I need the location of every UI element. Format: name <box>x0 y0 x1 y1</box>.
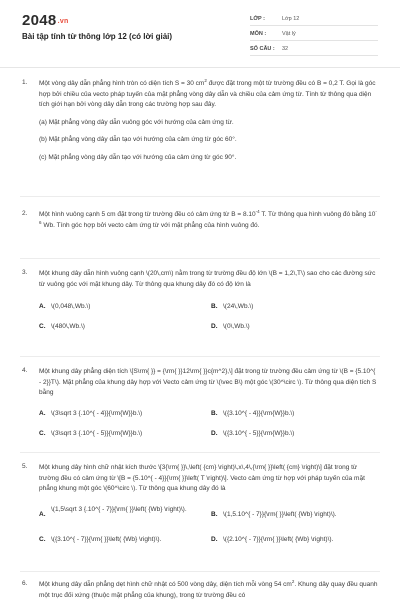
divider <box>20 196 380 197</box>
question-list <box>0 68 400 600</box>
question-text: Một khung dây phẳng diện tích \[S\rm{ }} = {\rm{ }}12\rm{ }}c{m^2},\] đặt trong từ trường đều cảm ứng từ \(B = {5.10^{ - 2}}T\). Mặt phẳng của khung dây hợp với Vecto cảm ứng từ \(\vec B\) một góc \(30^\circ \). Từ thông qua diện tích S bằng <box>39 368 377 396</box>
divider <box>20 258 380 259</box>
question-4: 4. Một khung dây phẳng diện tích \[S\rm{ }} = {\rm{ }}12\rm{ }}c{m^2},\] đặt trong từ trường đều cảm ứng từ \(B = {5.10^{ - 2}}T\). Mặt phẳng của khung dây hợp với Vecto cảm ứng từ \(\vec B\) một góc \(30^\circ \). Từ thông qua diện tích S bằng A. \(3\sqrt 3 {.10^{ - 4}}{\rm{W}}b.\) B. \({3.10^{ - 4}}{\rm{W}}b.\) C. \(3\sqrt 3 {.10^{ - 5}}{\rm{W}}b.\) D. \({3.10^{ - 5}}{\rm{W}}b.\) <box>20 367 380 457</box>
question-5: 5. Một khung dây hình chữ nhật kích thước \[3{\rm{ }}\,\left( {cm} \right)\,x\,4\,{\rm{ }}\left( {cm} \right)\] đặt trong từ trường đều có cảm ứng từ \[B = {5.10^{ - 4}}{\rm{ }}\left( T \right)\]. Vecto cảm ứng từ hợp với pháp tuyến của mặt phẳng khung một góc \(60^\circ \). Từ thông qua khung dây đó là A. \(1,5\sqrt 3 {.10^{ - 7}}{\rm{ }}\left( {Wb} \right)\). B. \(1,5.10^{ - 7}}{\rm{ }}\left( {Wb} \right)\). C. \({3.10^{ - 7}}{\rm{ }}\left( {Wb} \right)\). D. \({2.10^{ - 7}}{\rm{ }}\left( {Wb} \right)\). <box>20 463 380 565</box>
sub-item-b: (b) Mặt phẳng vòng dây dẫn tạo với hướng của cảm ứng từ góc 60°. <box>39 136 237 143</box>
question-2: 2. Một hình vuông cạnh 5 cm đặt trong từ trường đều có cảm ứng từ $B = 8.10^{-4}$ T. Từ thông qua hình vuông đó bằng $10^{-6}$ Wb. Tính góc hợp bởi vecto cảm ứng từ với mặt phẳng của hình vuông đó. <box>20 210 380 231</box>
sub-item-c: (c) Mặt phẳng vòng dây dẫn tạo với hướng của cảm ứng từ góc 90°. <box>39 153 237 161</box>
answer-options: A. \(3\sqrt 3 {.10^{ - 4}}{\rm{W}}b.\) B. \({3.10^{ - 4}}{\rm{W}}b.\) C. \(3\sqrt 3 {.10^{ - 5}}{\rm{W}}b.\) D. \({3.10^{ - 5}}{\rm{W}}b.\) <box>39 409 295 437</box>
question-text: Một khung dây dẫn phẳng dẹt hình chữ nhật có 500 vòng dây, diện tích mỗi vòng 54 $cm^2$. Khung dây quay đều quanh một trục đối xứng (thuộc mặt phẳng của khung), trong từ trường đều có <box>39 579 378 599</box>
answer-options: A. \(0,048\,Wb.\) B. \(24\,Wb.\) C. \(480\,Wb.\) D. \(0\,Wb.\) <box>39 303 254 330</box>
divider <box>20 571 380 572</box>
meta-subject: MÔN : Vật lý <box>250 28 378 41</box>
question-1: 1. Một vòng dây dẫn phẳng hình tròn có diện tích S = 30 $cm^2$ được đặt trong một từ trường đều có B = 0,2 T. Gọi là góc hợp bởi chiều của vecto pháp tuyến của mặt phẳng vòng dây dẫn và chiều của cảm ứng từ. Tính từ thông qua diện tích giới hạn bởi vòng dây dẫn trong các trường hợp sau đây. (a) Mặt phẳng vòng dây dẫn vuông góc với hướng của cảm ứng từ. (b) Mặt phẳng vòng dây dẫn tạo với hướng của cảm ứng từ góc 60°. (c) Mặt phẳng vòng dây dẫn tạo với hướng của cảm ứng từ góc 90°. <box>20 79 380 163</box>
meta-class: LỚP : Lớp 12 <box>250 13 378 26</box>
page-header <box>0 0 400 68</box>
site-logo[interactable]: 2048.vn <box>22 12 69 29</box>
divider <box>20 452 380 453</box>
divider <box>20 356 380 357</box>
question-text: Một khung dây dẫn hình vuông cạnh \(20\,cm\) nằm trong từ trường đều độ lớn \(B = 1,2\,T\) sao cho các đường sức từ vuông góc với mặt khung dây. Từ thông qua khung dây đó có độ lớn là <box>39 270 376 288</box>
question-text: Một vòng dây dẫn phẳng hình tròn có diện tích S = 30 $cm^2$ được đặt trong một từ trường đều có B = 0,2 T. Gọi là góc hợp bởi chiều của vecto pháp tuyến của mặt phẳng vòng dây dẫn và chiều của cảm ứng từ. Tính từ thông qua diện tích giới hạn bởi vòng dây dẫn trong các trường hợp sau đây. <box>39 78 376 108</box>
question-text: Một hình vuông cạnh 5 cm đặt trong từ trường đều có cảm ứng từ $B = 8.10^{-4}$ T. Từ thông qua hình vuông đó bằng $10^{-6}$ Wb. Tính góc hợp bởi vecto cảm ứng từ với mặt phẳng của hình vuông đó. <box>39 209 377 229</box>
sub-item-a: (a) Mặt phẳng vòng dây dẫn vuông góc với hướng của cảm ứng từ. <box>39 118 234 126</box>
question-3: 3. Một khung dây dẫn hình vuông cạnh \(20\,cm\) nằm trong từ trường đều độ lớn \(B = 1,2\,T\) sao cho các đường sức từ vuông góc với mặt khung dây. Từ thông qua khung dây đó có độ lớn là A. \(0,048\,Wb.\) B. \(24\,Wb.\) C. \(480\,Wb.\) D. \(0\,Wb.\) <box>20 269 380 350</box>
question-6: 6. Một khung dây dẫn phẳng dẹt hình chữ nhật có 500 vòng dây, diện tích mỗi vòng 54 $cm^2$. Khung dây quay đều quanh một trục đối xứng (thuộc mặt phẳng của khung), trong từ trường đều có <box>20 580 380 600</box>
question-text: Một khung dây hình chữ nhật kích thước \[3{\rm{ }}\,\left( {cm} \right)\,x\,4\,{\rm{ }}\left( {cm} \right)\] đặt trong từ trường đều có cảm ứng từ \[B = {5.10^{ - 4}}{\rm{ }}\left( T \right)\]. Vecto cảm ứng từ hợp với pháp tuyến của mặt phẳng khung một góc \(60^\circ \). Từ thông qua khung dây đó là <box>39 464 365 492</box>
meta-question-count: SỐ CÂU : 32 <box>250 43 378 56</box>
answer-options: A. \(1,5\sqrt 3 {.10^{ - 7}}{\rm{ }}\left( {Wb} \right)\). B. \(1,5.10^{ - 7}}{\rm{ }}\left( {Wb} \right)\). C. \({3.10^{ - 7}}{\rm{ }}\left( {Wb} \right)\). D. \({2.10^{ - 7}}{\rm{ }}\left( {Wb} \right)\). <box>39 505 337 543</box>
page-title: Bài tập tính từ thông lớp 12 (có lời giải) <box>22 32 173 41</box>
